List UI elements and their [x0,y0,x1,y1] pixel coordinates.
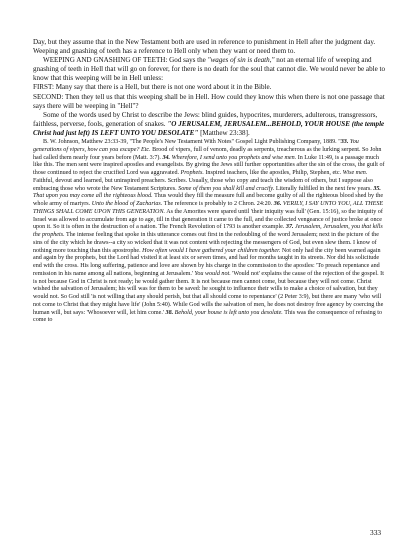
commentary-text: Not only had the city been warned again and again by the prophets, but the Lord had visited it at least six or seven times, and had for months taught in its streets. Nor did his solicitude end with the cross. His long suffering, patience and love are shown by his charge in the commission to the apostles: 'To preach repentance and remission in his name among all nations, beginning at Jerusalem.' [33,247,381,277]
verse-text: You generations of vipers, how can you escape? Etc. [33,139,359,153]
verse-text: Behold, your house is left unto you desolate. [173,309,283,316]
commentary-quote [33,139,389,325]
commentary-text: In Luke 11:49, is a passage much like this. The men sent were inspired apostles and evangelists. By giving the Jews still further opportunities after the sin of the cross, the guilt of those continued to reject the crucified Lord was aggravated. [33,154,385,177]
term-wise-men: Wise men. [342,170,368,177]
verse-number: 35. [373,185,381,192]
paragraph-words-lead: Some of the words used by Christ to describe the Jews: blind guides, hypocrites, murderers, adulterous, transgressors, faithless, perverse, fools, generation of snakes. [33,110,378,128]
verse-number: 37. [285,224,294,231]
verse-number: 34. [162,154,171,161]
paragraph-words-of-christ [33,111,389,138]
quote-source: B. W. Johnson, Matthew 23:33-39, "The People's New Testament With Notes" Gospel Light Publishing Company, 1889. " [43,139,341,146]
verse-text: VERILY, I SAY UNTO YOU, ALL THESE THINGS SHALL COME UPON THIS GENERATION. [33,201,384,215]
main-text [33,38,389,138]
commentary-text: Thus would they fill the measure full and become guilty of all the righteous blood shed by the whole army of martyrs. [33,193,384,208]
commentary-text: Literally fulfilled in the next few years. [274,185,374,192]
verse-number: 36. [273,201,282,208]
paragraph-1: Day, but they assume that in the New Testament both are used in reference to punishment in Hell after the judgment day. Weeping and gnashing of teeth has a reference to Hell only when they want or need them to. [33,38,376,56]
verse-text: Wherefore, I send unto you prophets and wise men. [170,154,297,161]
commentary-text: 'Would not' explains the cause of the rejection of the gospel. It is not because God in Christ is not ready; he would gather them. It is not because men cannot come, but because they will not come. Christ wished the salvation of Jerusalem; his will was for them to be saved: he sought to influence their wills to make a choice of salvation, but they would not. So God still 'is not willing that any should perish, but that all should come to repentance' (2 Peter 3:9), but there are many 'who will not come to Christ that they might have life' (John 5:40). While God wills the salvation of men, he does not destroy free agency by coercing the human will, but says: 'Whosoever will, let him come.' [33,270,384,316]
verse-text: That upon you may come all the righteous blood. [33,193,153,200]
verse-number: 38. [165,309,174,316]
commentary-text: The reference is probably to 2 Chron. 24:20. [162,201,274,208]
verse-text: Some of them you shall kill and crucify. [178,185,275,192]
page-number: 333 [370,528,382,537]
paragraph-weeping-rest: not an eternal life of weeping and gnashing of teeth in Hell that will go on forever, for there is no death for the soul that cannot die. We would never be able to know that this weeping will be in Hell unless: [33,56,386,83]
paragraph-weeping [33,56,389,83]
wages-of-sin-quote: "wages of sin is death," [207,56,275,65]
commentary-text: Inspired teachers, like the apostles, Philip, Stephen, etc. [203,170,343,177]
paragraph-second: SECOND: Then they tell us that this weeping shall be in Hell. How could they know this when there is not one passage that says there will be weeping in "Hell"? [33,92,385,110]
commentary-text: As the Amorites were spared until 'their iniquity was full' (Gen. 15:16), so the iniquity of Israel was allowed to accumulate from age to age, till in that generation it came to the full, and the collected vengeance of justice broke at once upon it. So it is often in the destruction of a nation. The French Revolution of 1793 is another example. [33,208,383,231]
verse-text: Unto the blood of Zacharias. [91,201,163,208]
verse-text: How often would I have gathered your children together. [142,247,281,254]
commentary-text: Faithful, devout and learned, but uninspired preachers. Scribes. Usually, those who copy and teach the wisdom of others, but I suppose also embracing those who wrote the New Testament Scriptures. [33,177,373,192]
verse-text: You would not. [194,270,231,277]
jerusalem-quote: "O JERUSALEM, JERUSALEM...BEHOLD, YOUR HOUSE (the temple Christ had just left) IS LEFT UNTO YOU DESOLATE" [33,119,385,137]
paragraph-first: FIRST: Many say that there is a Hell, but there is not one word about it in the Bible. [33,83,272,92]
page-content [33,38,389,325]
verse-number: 33. [340,139,349,146]
term-prophets: Prophets. [180,170,204,177]
commentary-text: Brood of vipers, full of venom, deadly as serpents, treacherous as the lurking serpent. So John had called them nearly four years before (Matt. 3:7). [33,146,382,161]
matthew-reference: [Matthew 23:38]. [198,128,250,137]
verse-text: Jerusalem, Jerusalem, you that kills the prophets. [33,224,383,239]
commentary-text: This was the consequence of refusing to come to [33,309,383,324]
commentary-text: The intense feeling that spoke in this utterance comes out first in the redoubling of the word Jerusalem; next in the picture of the sins of the city which he draws--a city so wicked that it was not content with rejecting the messengers of God, but even slew them. I know of nothing more touching than this apostrophe. [33,232,379,254]
paragraph-weeping-lead: WEEPING AND GNASHING OF TEETH: God says the [43,56,208,65]
